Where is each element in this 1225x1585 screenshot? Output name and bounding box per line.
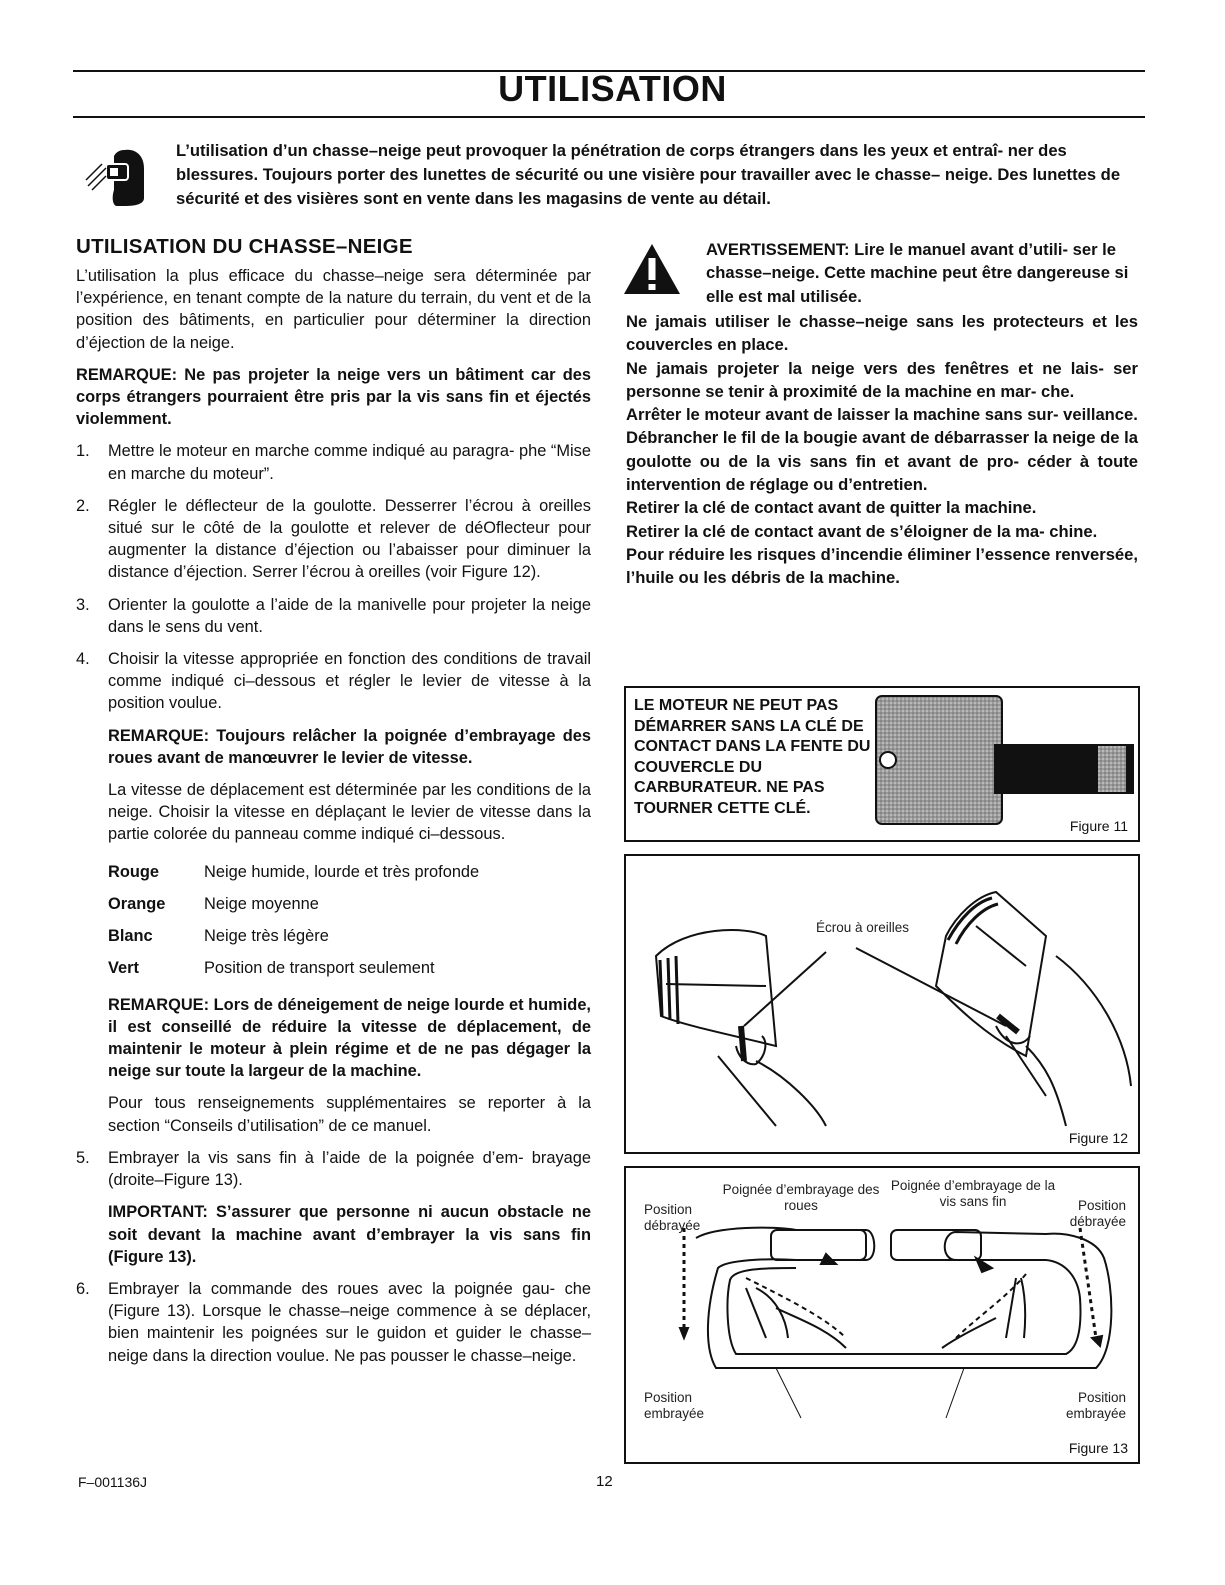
step-3: [76, 594, 591, 638]
speed-desc: Neige moyenne: [204, 894, 319, 913]
title-rule: [73, 116, 1145, 118]
remark-building: REMARQUE: Ne pas projeter la neige vers un bâtiment car des corps étrangers pourraient être pris par la vis sans fin et éjectés violemment.: [76, 365, 591, 429]
warning-head-text: AVERTISSEMENT: Lire le manuel avant d’utili- ser le chasse–neige. Cette machine peut être dangereuse si elle est mal utilisée.: [706, 240, 1129, 306]
step-number: 2.: [76, 496, 90, 515]
more-info: Pour tous renseignements supplémentaires se reporter à la section “Conseils d’utilisation” de ce manuel.: [108, 1094, 591, 1135]
speed-color: Rouge: [108, 862, 159, 881]
figure-12: [624, 854, 1140, 1154]
step-number: 3.: [76, 595, 90, 614]
step-number: 5.: [76, 1148, 90, 1167]
warning-item: Pour réduire les risques d’incendie éliminer l’essence renversée, l’huile ou les débris de la machine.: [626, 544, 1138, 588]
step-text: Choisir la vitesse appropriée en fonction des conditions de travail comme indiqué ci–dessous et régler le levier de vitesse à la position voulue.: [108, 650, 591, 713]
step-2: [76, 495, 591, 584]
speed-desc: Neige humide, lourde et très profonde: [204, 862, 480, 881]
section-title: UTILISATION DU CHASSE–NEIGE: [76, 235, 413, 258]
warning-item: Ne jamais projeter la neige vers des fenêtres et ne lais- ser personne se tenir à proximité de la machine en mar- che.: [626, 358, 1138, 401]
document-code: F–001136J: [78, 1474, 148, 1490]
step-number: 4.: [76, 650, 90, 669]
disengaged-left-label: Position débrayée: [644, 1202, 701, 1233]
engaged-left-label: Position embrayée: [644, 1390, 705, 1421]
warning-item: Retirer la clé de contact avant de s’éloigner de la ma- chine.: [626, 521, 1098, 541]
step-4: [76, 648, 591, 715]
speed-row: [108, 920, 591, 952]
ignition-key-notice: LE MOTEUR NE PEUT PAS DÉMARRER SANS LA CLÉ DE CONTACT DANS LA FENTE DU COUVERCLE DU CARBURATEUR. NE PAS TOURNER CETTE CLÉ.: [634, 697, 871, 817]
warning-header: [626, 238, 1138, 310]
figure-13: [624, 1166, 1140, 1464]
engaged-right-label: Position embrayée: [1065, 1390, 1126, 1421]
remark-heavy-snow: REMARQUE: Lors de déneigement de neige lourde et humide, il est conseillé de réduire la vitesse de déplacement, de maintenir le moteur à plein régime et de ne pas dégager la neige sur toute la largeur de la machine.: [108, 995, 591, 1081]
safety-notice: L’utilisation d’un chasse–neige peut provoquer la pénétration de corps étrangers dans les yeux et entraî- ner des blessures. Toujours porter des lunettes de sécurité ou une visière pour travailler avec le chasse– neige. Des lunettes de sécurité et des visières sont en vente dans les magasins de vente au détail.: [176, 141, 1121, 208]
wheel-clutch-label: Poignée d’embrayage des roues: [722, 1182, 880, 1213]
warning-item: Arrêter le moteur avant de laisser la machine sans sur- veillance.: [626, 405, 1138, 425]
speed-desc: Neige très légère: [204, 926, 329, 945]
speed-row: [108, 952, 591, 984]
disengaged-right-label: Position débrayée: [1069, 1198, 1126, 1229]
auger-clutch-label: Poignée d’embrayage de la vis sans fin: [890, 1178, 1056, 1209]
step-6: [76, 1278, 591, 1367]
speed-row: [108, 888, 591, 920]
speed-color: Vert: [108, 958, 139, 977]
speed-color: Orange: [108, 894, 166, 913]
speed-desc: Position de transport seulement: [204, 958, 435, 977]
handle-illustration: [626, 1168, 1138, 1462]
intro-paragraph: L’utilisation la plus efficace du chasse–neige sera déterminée par l’expérience, en tenant compte de la nature du terrain, du vent et de la position des bâtiments, en particulier pour déterminer la direction d’éjection de la neige.: [76, 267, 591, 352]
speed-table: [76, 856, 591, 984]
wing-nut-label: Écrou à oreilles: [816, 920, 910, 935]
step-text: Embrayer la commande des roues avec la poignée gau- che (Figure 13). Lorsque le chasse–neige commence à se déplacer, bien maintenir les poignées sur le guidon et guider le chasse–neige dans la direction voulue. Ne pas pousser le chasse–neige.: [108, 1279, 591, 1365]
warning-item: Débrancher le fil de la bougie avant de débarrasser la neige de la goulotte ou de la vis sans fin et avant de pro- céder à toute intervention de réglage ou d’entretien.: [626, 428, 1138, 495]
warning-item: Ne jamais utiliser le chasse–neige sans les protecteurs et les couvercles en place.: [626, 312, 1138, 355]
safety-goggles-icon: [84, 146, 152, 208]
step-5: [76, 1147, 591, 1191]
page-number: 12: [596, 1473, 613, 1490]
speed-row: [108, 856, 591, 888]
remark-wheel-clutch: REMARQUE: Toujours relâcher la poignée d’embrayage des roues avant de manœuvrer le levier de vitesse.: [108, 726, 591, 767]
figure-caption: Figure 12: [1068, 1130, 1128, 1146]
step-text: Mettre le moteur en marche comme indiqué au paragra- phe “Mise en marche du moteur”.: [108, 442, 591, 483]
step-number: 1.: [76, 442, 90, 461]
page-title: UTILISATION: [498, 68, 727, 109]
figure-caption: Figure 13: [1068, 1440, 1128, 1456]
important-note: IMPORTANT: S’assurer que personne ni aucun obstacle ne soit devant la machine avant d’embrayer la vis sans fin (Figure 13).: [108, 1203, 591, 1266]
speed-intro: La vitesse de déplacement est déterminée par les conditions de la neige. Choisir la vitesse en déplaçant le levier de vitesse dans la partie colorée du panneau comme indiqué ci–dessous.: [108, 781, 591, 844]
right-column: [626, 238, 1138, 590]
step-text: Orienter la goulotte a l’aide de la manivelle pour projeter la neige dans le sens du vent.: [108, 595, 591, 636]
figure-caption: Figure 11: [1069, 818, 1128, 834]
step-1: [76, 440, 591, 484]
warning-triangle-icon: [622, 242, 682, 296]
figure-11: [624, 686, 1140, 842]
ignition-key-illustration: [874, 694, 1136, 828]
left-column: [76, 235, 591, 1377]
step-text: Régler le déflecteur de la goulotte. Desserrer l’écrou à oreilles situé sur le côté de la goulotte et relever de déOflecteur pour augmenter la distance d’éjection ou l’abaisser pour diminuer la distance d’éjection. Serrer l’écrou à oreilles (voir Figure 12).: [108, 496, 591, 582]
step-number: 6.: [76, 1279, 90, 1298]
warning-item: Retirer la clé de contact avant de quitter la machine.: [626, 498, 1037, 518]
speed-color: Blanc: [108, 926, 153, 945]
chute-deflector-illustration: [626, 856, 1138, 1152]
step-text: Embrayer la vis sans fin à l’aide de la poignée d’em- brayage (droite–Figure 13).: [108, 1148, 591, 1190]
